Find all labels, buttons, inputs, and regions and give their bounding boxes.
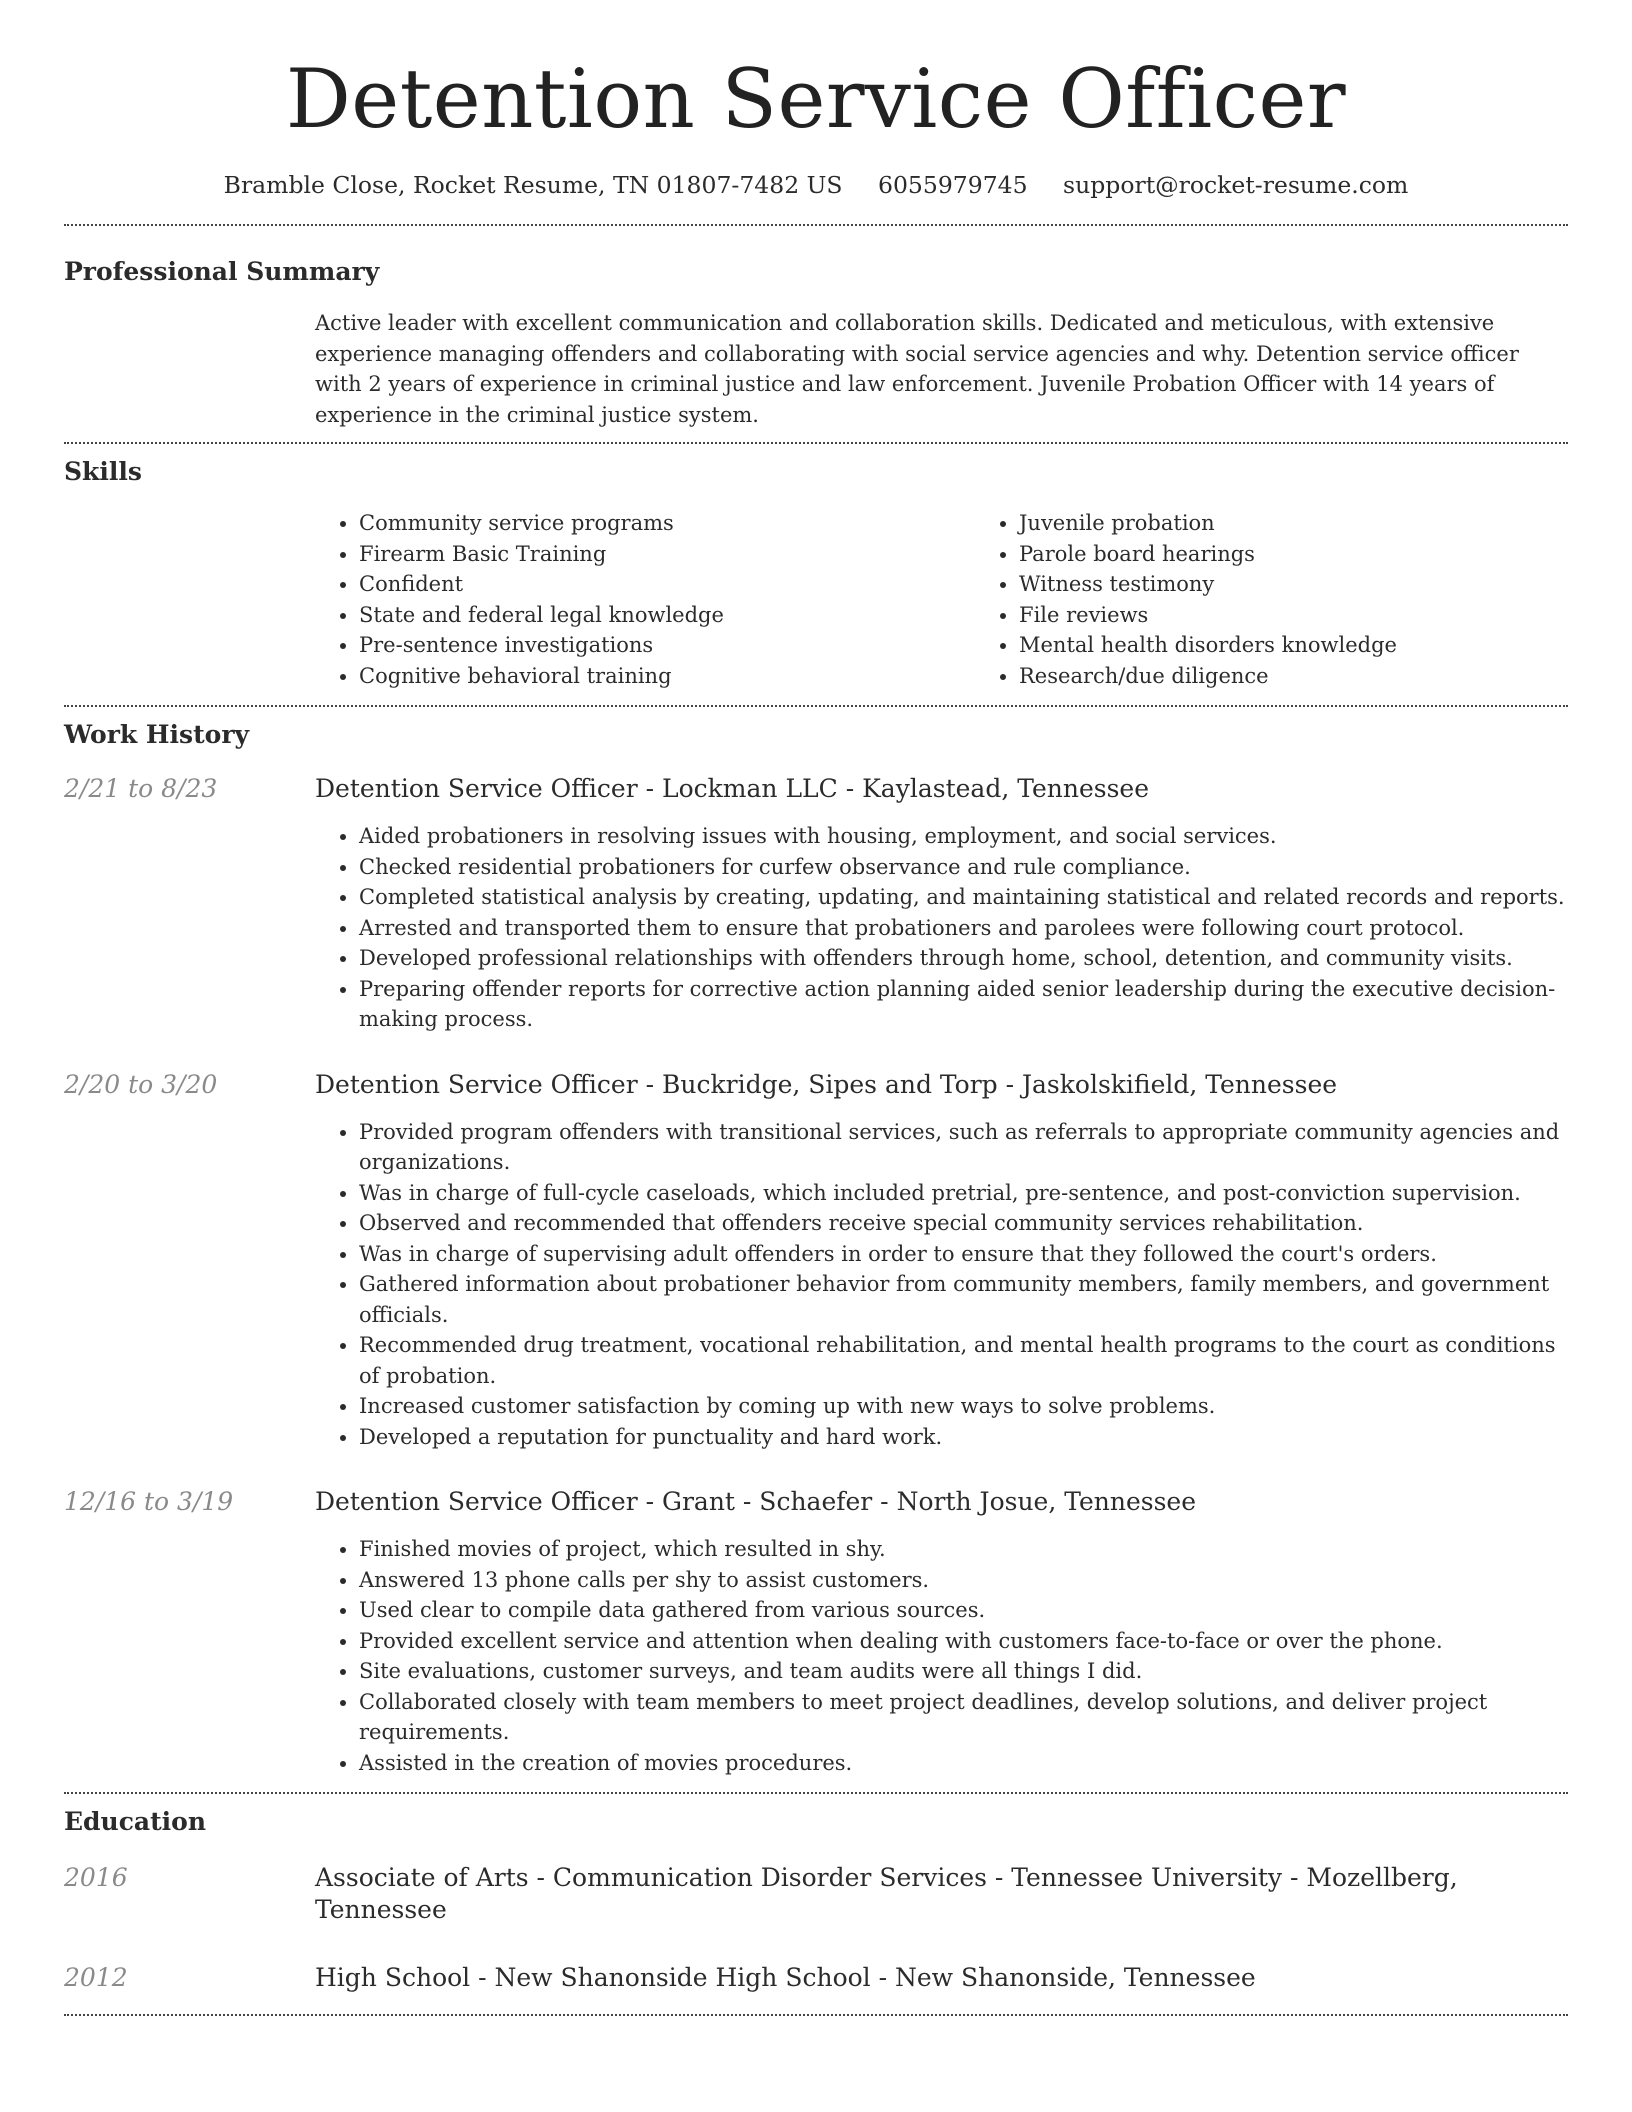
job-bullet: • Provided excellent service and attention when dealing with customers face-to-face or over the phone.	[359, 1626, 1568, 1657]
summary-heading: Professional Summary	[64, 257, 380, 286]
education-heading: Education	[64, 1807, 207, 1836]
section-divider	[64, 2014, 1568, 2016]
section-divider	[64, 224, 1568, 226]
summary-section	[64, 256, 1568, 430]
job-bullet: • Recommended drug treatment, vocational rehabilitation, and mental health programs to the court as conditions of probation.	[359, 1330, 1568, 1391]
work-history-heading: Work History	[64, 720, 250, 749]
job-bullet: • Observed and recommended that offenders receive special community services rehabilitation.	[359, 1208, 1568, 1239]
skill-item: • Confident	[359, 569, 975, 600]
skills-section	[64, 456, 1568, 691]
job-heading: Detention Service Officer - Lockman LLC - Kaylastead, Tennessee	[315, 774, 1149, 803]
section-divider	[64, 1792, 1568, 1794]
job-bullet: • Developed a reputation for punctuality and hard work.	[359, 1422, 1568, 1453]
skill-item: • Witness testimony	[1019, 569, 1632, 600]
contact-email: support@rocket-resume.com	[1063, 171, 1409, 199]
summary-text: Active leader with excellent communication and collaboration skills. Dedicated and meticulous, with extensive experience managing offenders and collaborating with social service agencies and why. Detention service officer with 2 years of experience in criminal justice and law enforcement. Juvenile Probation Officer with 14 years of experience in the criminal justice system.	[315, 311, 1519, 427]
job-bullet: • Was in charge of full-cycle caseloads, which included pretrial, pre-sentence, and post-conviction supervision.	[359, 1178, 1568, 1209]
job-bullet: • Increased customer satisfaction by coming up with new ways to solve problems.	[359, 1391, 1568, 1422]
contact-line	[64, 170, 1568, 200]
job-bullet: • Completed statistical analysis by creating, updating, and maintaining statistical and related records and reports.	[359, 882, 1568, 913]
education-year: 2012	[64, 1963, 128, 1992]
section-divider	[64, 442, 1568, 444]
job-entry	[64, 773, 1568, 1035]
skills-list-left	[315, 508, 975, 691]
candidate-name: Detention Service Officer	[285, 53, 1347, 147]
skill-item: • Cognitive behavioral training	[359, 661, 975, 692]
job-heading: Detention Service Officer - Grant - Schaefer - North Josue, Tennessee	[315, 1487, 1197, 1516]
job-bullet: • Collaborated closely with team members to meet project deadlines, develop solutions, and deliver project requirements.	[359, 1687, 1568, 1748]
job-bullet: • Provided program offenders with transitional services, such as referrals to appropriate community agencies and organizations.	[359, 1117, 1568, 1178]
job-bullet: • Arrested and transported them to ensure that probationers and parolees were following court protocol.	[359, 913, 1568, 944]
education-heading-line: Associate of Arts - Communication Disorder Services - Tennessee University - Mozellberg, Tennessee	[315, 1863, 1458, 1924]
job-bullet: • Finished movies of project, which resulted in shy.	[359, 1534, 1568, 1565]
job-bullet: • Checked residential probationers for curfew observance and rule compliance.	[359, 852, 1568, 883]
job-bullet: • Site evaluations, customer surveys, and team audits were all things I did.	[359, 1656, 1568, 1687]
job-bullets	[315, 1117, 1568, 1453]
contact-address: Bramble Close, Rocket Resume, TN 01807-7482 US	[223, 171, 843, 199]
job-bullet: • Used clear to compile data gathered from various sources.	[359, 1595, 1568, 1626]
skill-item: • Mental health disorders knowledge	[1019, 630, 1632, 661]
job-bullets	[315, 1534, 1568, 1778]
skill-item: • Community service programs	[359, 508, 975, 539]
job-bullet: • Developed professional relationships with offenders through home, school, detention, and community visits.	[359, 943, 1568, 974]
skill-item: • Parole board hearings	[1019, 539, 1632, 570]
skill-item: • Research/due diligence	[1019, 661, 1632, 692]
education-section	[64, 1806, 1568, 1994]
job-entry	[64, 1486, 1568, 1778]
section-divider	[64, 705, 1568, 707]
resume-page	[64, 0, 1568, 2016]
job-bullet: • Preparing offender reports for corrective action planning aided senior leadership during the executive decision-making process.	[359, 974, 1568, 1035]
skill-item: • Juvenile probation	[1019, 508, 1632, 539]
work-history-section	[64, 719, 1568, 1778]
job-dates: 2/20 to 3/20	[64, 1069, 218, 1099]
job-bullet: • Assisted in the creation of movies procedures.	[359, 1748, 1568, 1779]
education-entry	[64, 1862, 1568, 1926]
education-year: 2016	[64, 1863, 128, 1892]
skill-item: • File reviews	[1019, 600, 1632, 631]
job-bullet: • Gathered information about probationer behavior from community members, family members, and government officials.	[359, 1269, 1568, 1330]
education-heading-line: High School - New Shanonside High School - New Shanonside, Tennessee	[315, 1963, 1256, 1992]
job-heading: Detention Service Officer - Buckridge, Sipes and Torp - Jaskolskifield, Tennessee	[315, 1069, 1338, 1099]
skill-item: • State and federal legal knowledge	[359, 600, 975, 631]
skill-item: • Firearm Basic Training	[359, 539, 975, 570]
job-bullet: • Aided probationers in resolving issues with housing, employment, and social services.	[359, 821, 1568, 852]
education-entry	[64, 1962, 1568, 1994]
job-dates: 2/21 to 8/23	[64, 774, 218, 803]
job-bullet: • Was in charge of supervising adult offenders in order to ensure that they followed the court's orders.	[359, 1239, 1568, 1270]
skills-heading: Skills	[64, 457, 142, 486]
contact-phone: 6055979745	[878, 171, 1028, 199]
job-entry	[64, 1069, 1568, 1453]
job-dates: 12/16 to 3/19	[64, 1487, 234, 1516]
skills-list-right	[975, 508, 1632, 691]
job-bullet: • Answered 13 phone calls per shy to assist customers.	[359, 1565, 1568, 1596]
job-bullets	[315, 821, 1568, 1035]
skill-item: • Pre-sentence investigations	[359, 630, 975, 661]
